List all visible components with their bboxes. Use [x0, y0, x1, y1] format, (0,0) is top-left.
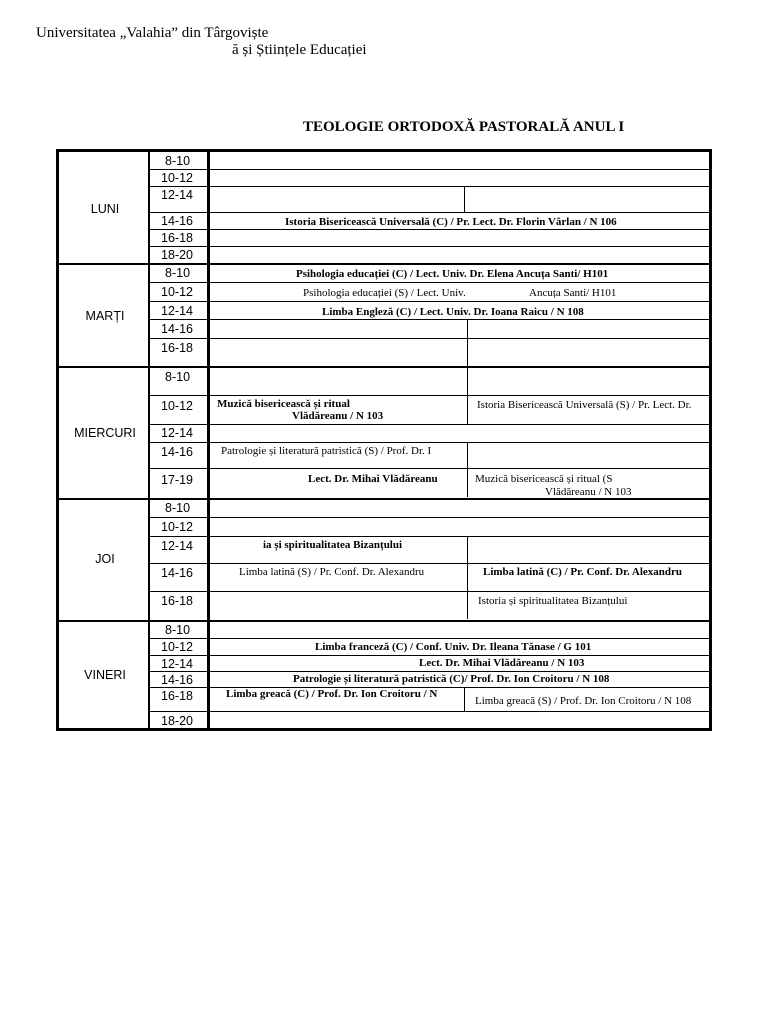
time-slot: 8-10: [165, 154, 191, 168]
time-slot: 16-18: [161, 594, 193, 608]
university-name: Universitatea „Valahia” din Târgoviște: [36, 25, 269, 41]
day-joi: JOI: [95, 552, 115, 566]
time-slot: 10-12: [161, 285, 193, 299]
day-separator: [59, 620, 709, 622]
time-slot: 12-14: [161, 657, 193, 671]
time-slot: 16-18: [161, 689, 193, 703]
time-slot: 8-10: [165, 266, 191, 280]
course-cell: Muzică bisericească și ritual (S: [475, 473, 613, 485]
day-column-divider: [148, 152, 150, 728]
day-separator: [59, 498, 709, 500]
day-separator: [59, 366, 709, 368]
schedule-table: [56, 149, 712, 731]
split-divider: [467, 442, 468, 497]
split-divider: [467, 319, 468, 367]
split-divider: [467, 367, 468, 425]
time-slot: 17-19: [161, 473, 193, 487]
course-cell: Istoria Bisericească Universală (C) / Pr. Lect. Dr. Florin Vârlan / N 106: [285, 216, 617, 228]
time-slot: 18-20: [161, 714, 193, 728]
time-slot: 16-18: [161, 341, 193, 355]
course-cell: Vlădăreanu / N 103: [545, 486, 632, 498]
split-divider: [464, 187, 465, 212]
course-cell: Limba Engleză (C) / Lect. Univ. Dr. Ioana Raicu / N 108: [322, 306, 584, 318]
course-cell: Psihologia educației (S) / Lect. Univ.: [303, 287, 466, 299]
course-cell: Ancuța Santi/ H101: [529, 287, 617, 299]
day-miercuri: MIERCURI: [74, 426, 136, 440]
course-cell: Lect. Dr. Mihai Vlădăreanu: [308, 473, 438, 485]
time-slot: 8-10: [165, 623, 191, 637]
course-cell: Vlădăreanu / N 103: [292, 410, 384, 422]
time-slot: 8-10: [165, 370, 191, 384]
course-cell: ia și spiritualitatea Bizanțului: [263, 539, 403, 551]
time-slot: 14-16: [161, 214, 193, 228]
time-slot: 12-14: [161, 304, 193, 318]
course-cell: Istoria Bisericească Universală (S) / Pr. Lect. Dr.: [477, 399, 692, 411]
course-cell: Limba greacă (C) / Prof. Dr. Ion Croitoru / N: [226, 688, 438, 700]
time-slot: 16-18: [161, 231, 193, 245]
course-cell: Limba greacă (S) / Prof. Dr. Ion Croitoru / N 108: [475, 695, 692, 707]
course-cell: Limba franceză (C) / Conf. Univ. Dr. Ileana Tănase / G 101: [315, 641, 592, 653]
time-slot: 10-12: [161, 171, 193, 185]
day-vineri: VINERI: [84, 668, 126, 682]
course-cell: Patrologie și literatură patristică (C)/ Prof. Dr. Ion Croitoru / N 108: [293, 673, 610, 685]
course-cell: Limba latină (C) / Pr. Conf. Dr. Alexandru: [483, 566, 683, 578]
time-slot: 10-12: [161, 520, 193, 534]
day-luni: LUNI: [90, 202, 120, 216]
time-slot: 18-20: [161, 248, 193, 262]
time-slot: 14-16: [161, 566, 193, 580]
slot-column-divider: [207, 152, 210, 728]
time-slot: 14-16: [161, 322, 193, 336]
day-separator: [59, 263, 709, 265]
course-cell: Patrologie și literatură patristică (S) / Prof. Dr. I: [221, 445, 432, 457]
course-cell: Psihologia educației (C) / Lect. Univ. Dr. Elena Ancuța Santi/ H101: [296, 268, 609, 280]
course-cell: Muzică bisericească și ritual: [217, 398, 350, 410]
time-slot: 10-12: [161, 399, 193, 413]
split-divider: [467, 537, 468, 619]
day-marti: MARȚI: [85, 309, 125, 323]
time-slot: 14-16: [161, 673, 193, 687]
time-slot: 10-12: [161, 640, 193, 654]
time-slot: 12-14: [161, 539, 193, 553]
time-slot: 8-10: [165, 501, 191, 515]
course-cell: Istoria și spiritualitatea Bizanțului: [478, 595, 628, 607]
schedule-title: TEOLOGIE ORTODOXĂ PASTORALĂ ANUL I: [303, 119, 625, 135]
time-slot: 12-14: [161, 188, 193, 202]
time-slot: 12-14: [161, 426, 193, 440]
faculty-name: ă și Științele Educației: [232, 42, 367, 58]
split-divider: [464, 687, 465, 711]
course-cell: Limba latină (S) / Pr. Conf. Dr. Alexandru: [239, 566, 425, 578]
course-cell: Lect. Dr. Mihai Vlădăreanu / N 103: [419, 657, 585, 669]
time-slot: 14-16: [161, 445, 193, 459]
